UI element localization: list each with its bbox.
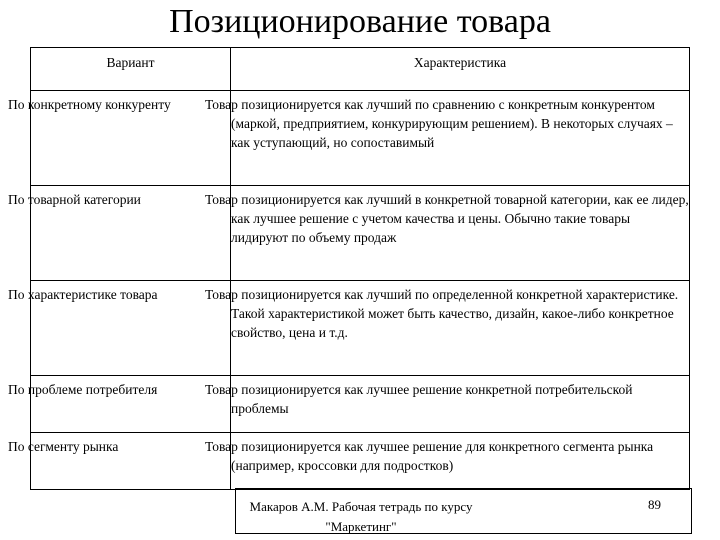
table-row	[31, 376, 690, 433]
footer-source: Макаров А.М. Рабочая тетрадь по курсу "Маркетинг"	[249, 499, 473, 534]
table-row	[31, 281, 690, 376]
table-row	[31, 186, 690, 281]
table-header-row	[31, 48, 690, 91]
page-number: 89	[648, 497, 661, 512]
slide-title: Позиционирование товара	[169, 3, 551, 40]
variant-cell: По конкретному конкуренту	[31, 91, 231, 186]
footer	[235, 488, 692, 534]
table-row	[31, 91, 690, 186]
characteristic-cell: Товар позиционируется как лучший по определенной конкретной характеристике. Такой характеристикой может быть качество, дизайн, какое-либо конкретное свойство, цена и т.д.	[231, 281, 690, 376]
characteristic-cell: Товар позиционируется как лучший в конкретной товарной категории, как ее лидер, как лучшее решение с учетом качества и цены. Обычно такие товары лидируют по объему продаж	[231, 186, 690, 281]
header-variant: Вариант	[31, 48, 231, 91]
characteristic-cell: Товар позиционируется как лучшее решение конкретной потребительской проблемы	[231, 376, 690, 433]
table-row	[31, 433, 690, 490]
variant-cell: По сегменту рынка	[31, 433, 231, 490]
variant-cell: По характеристике товара	[31, 281, 231, 376]
positioning-table	[8, 47, 690, 490]
header-characteristic: Характеристика	[231, 48, 690, 91]
characteristic-cell: Товар позиционируется как лучшее решение для конкретного сегмента рынка (например, кроссовки для подростков)	[231, 433, 690, 490]
characteristic-cell: Товар позиционируется как лучший по сравнению с конкретным конкурентом (маркой, предприятием, конкурирующим решением). В некоторых случаях – как уступающий, но сопоставимый	[231, 91, 690, 186]
variant-cell: По проблеме потребителя	[31, 376, 231, 433]
variant-cell: По товарной категории	[31, 186, 231, 281]
